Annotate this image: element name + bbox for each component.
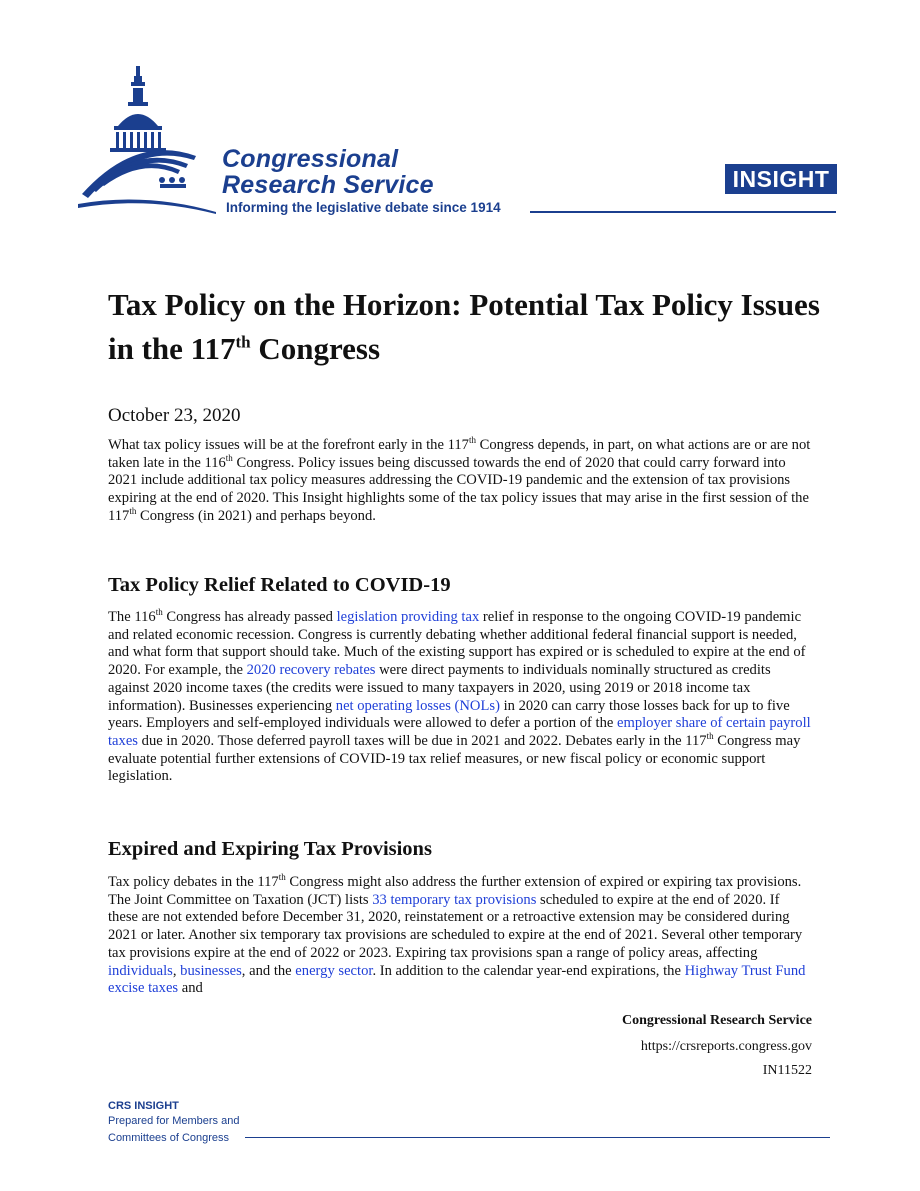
link-businesses[interactable]: businesses xyxy=(180,962,242,979)
section-covid-paragraph: The 116th Congress has already passed legislation providing tax relief in response to the ongoing COVID-19 pandemic and related economic recession. Congress is currently debating whether additional federal financial support is needed, and what form that support should take. Much of the existing support has expired or is scheduled to expire at the end of 2020. For example, the 2020 recovery rebates were direct payments to individuals nominally structured as credits against 2020 income taxes (the credits were issued to many taxpayers in 2020, using 2019 or 2018 income tax information). Businesses experiencing net operating losses (NOLs) in 2020 can carry those losses back for up to five years. Employers and self-employed individuals were allowed to defer a portion of the employer share of certain payroll taxes due in 2020. Those deferred payroll taxes will be due in 2021 and 2022. Debates early in the 117th Congress may evaluate potential further extensions of COVID-19 tax relief measures, or new fiscal policy or economic support legislation. xyxy=(108,607,811,785)
link-net-operating-losses[interactable]: net operating losses (NOLs) xyxy=(335,697,500,714)
crs-insight-label: CRS INSIGHT xyxy=(108,1100,179,1112)
capitol-dome-icon xyxy=(76,64,226,214)
section-heading-expiring: Expired and Expiring Tax Provisions xyxy=(108,838,432,860)
link-highway-trust-fund[interactable]: Highway Trust Fund excise taxes xyxy=(108,962,806,997)
footer-url: https://crsreports.congress.gov xyxy=(640,1039,812,1054)
footer-rule xyxy=(245,1137,830,1138)
section-expiring-paragraph: Tax policy debates in the 117th Congress might also address the further extension of expired or expiring tax provisions. The Joint Committee on Taxation (JCT) lists 33 temporary tax provisions scheduled to expire at the end of 2020. If these are not extended before December 31, 2020, reinstatement or a retroactive extension may be considered during 2021 or later. Another six temporary tax provisions are scheduled to expire at the end of 2021. Several other temporary tax provisions expire at the end of 2022 or 2023. Expiring tax provisions span a range of policy areas, affecting individuals, businesses, and the energy sector. In addition to the calendar year-end expirations, the Highway Trust Fund excise taxes and xyxy=(108,872,806,997)
section-heading-covid: Tax Policy Relief Related to COVID-19 xyxy=(108,574,451,596)
org-name-line2: Research Service xyxy=(222,171,434,199)
prepared-for-label: Prepared for Members and xyxy=(108,1115,240,1127)
page-title: Tax Policy on the Horizon: Potential Tax Policy Issues in the 117th Congress xyxy=(108,287,820,366)
link-energy-sector[interactable]: energy sector xyxy=(295,962,373,979)
insight-badge: INSIGHT xyxy=(725,164,837,194)
org-name-line1: Congressional xyxy=(222,145,399,173)
link-payroll-taxes[interactable]: employer share of certain payroll taxes xyxy=(108,715,811,749)
org-tagline: Informing the legislative debate since 1914 xyxy=(226,200,501,215)
report-date: October 23, 2020 xyxy=(108,405,241,426)
report-id: IN11522 xyxy=(762,1063,812,1078)
org-name xyxy=(222,146,434,198)
committees-label: Committees of Congress xyxy=(108,1132,230,1144)
link-legislation-providing-tax[interactable]: legislation providing tax xyxy=(336,609,480,625)
header-rule xyxy=(530,211,836,213)
intro-paragraph: What tax policy issues will be at the forefront early in the 117th Congress depends, in part, on what actions are or are not taken late in the 116th Congress. Policy issues being discussed towards the end of 2020 that could carry forward into 2021 include additional tax policy measures addressing the COVID-19 pandemic and the extension of tax provisions expiring at the end of 2020. This Insight highlights some of the tax policy issues that may arise in the first session of the 117th Congress (in 2021) and perhaps beyond. xyxy=(108,435,811,524)
link-individuals[interactable]: individuals xyxy=(108,962,173,979)
footer-org: Congressional Research Service xyxy=(621,1013,812,1028)
link-temporary-tax-provisions[interactable]: 33 temporary tax provisions xyxy=(372,891,537,908)
link-recovery-rebates[interactable]: 2020 recovery rebates xyxy=(246,662,376,679)
